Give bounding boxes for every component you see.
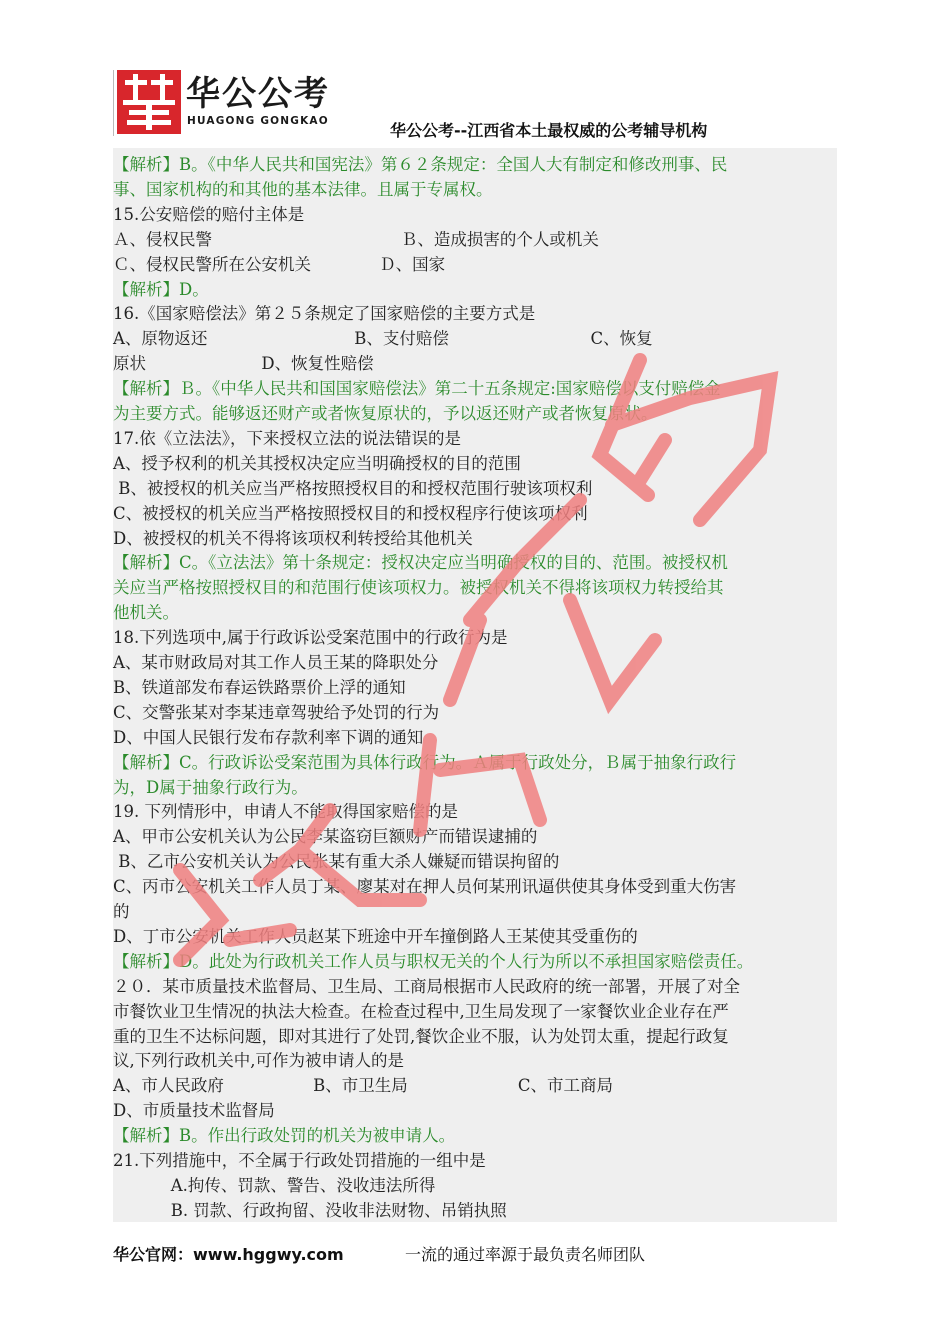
question-text-line: A、授予权利的机关其授权决定应当明确授权的目的范围	[113, 453, 521, 473]
question-text-line: B、乙市公安机关认为公民张某有重大杀人嫌疑而错误拘留的	[113, 852, 560, 872]
answer-explanation-line: 【解析】Ｂ。《中华人民共和国国家赔偿法》第二十五条规定:国家赔偿以支付赔偿金	[113, 379, 721, 399]
question-text-line: B、被授权的机关应当严格按照授权目的和授权范围行驶该项权利	[113, 478, 593, 498]
question-text-line: C、丙市公安机关工作人员丁某、廖某对在押人员何某刑讯逼供使其身体受到重大伤害	[113, 877, 737, 897]
question-text-line: A、市人民政府 B、市卫生局 C、市工商局	[113, 1076, 613, 1096]
question-text-line: B. 罚款、行政拘留、没收非法财物、吊销执照	[113, 1200, 507, 1220]
question-text-line: 17.依《立法法》，下来授权立法的说法错误的是	[113, 428, 461, 448]
answer-explanation-line: 【解析】C。《立法法》第十条规定：授权决定应当明确授权的目的、范围。被授权机	[113, 553, 728, 573]
answer-explanation-line: 为主要方式。能够返还财产或者恢复原状的，予以返还财产或者恢复原状。	[113, 404, 658, 423]
question-text-line: 15.公安赔偿的赔付主体是	[113, 204, 305, 224]
answer-explanation-line: 为，D属于抽象行政行为。	[113, 777, 308, 797]
footer-website: 华公官网：www.hggwy.com	[113, 1245, 344, 1264]
question-text-line: D、中国人民银行发布存款利率下调的通知	[113, 727, 424, 747]
question-text-line: A、某市财政局对其工作人员王某的降职处分	[113, 653, 439, 672]
answer-explanation-line: 事、国家机构的和其他的基本法律。且属于专属权。	[113, 179, 493, 199]
answer-explanation-line: 【解析】C。行政诉讼受案范围为具体行政行为。Ａ属于行政处分，Ｂ属于抽象行政行	[113, 752, 737, 772]
question-text-line: A.拘传、罚款、警告、没收违法所得	[113, 1175, 436, 1195]
question-text-line: D、被授权的机关不得将该项权利转授给其他机关	[113, 528, 473, 548]
document-body	[113, 148, 837, 1222]
footer-slogan: 一流的通过率源于最负责名师团队	[405, 1245, 646, 1264]
huagong-logo-icon	[117, 70, 181, 134]
header-divider	[113, 70, 114, 136]
question-text-line: 市餐饮业卫生情况的执法大检查。在检查过程中,卫生局发现了一家餐饮业企业存在严	[113, 1001, 729, 1021]
question-text-line: Ｃ、侵权民警所在公安机关 Ｄ、国家	[113, 254, 446, 274]
question-text-line: 21.下列措施中，不全属于行政处罚措施的一组中是	[113, 1151, 486, 1170]
logo-subtitle: HUAGONG GONGKAO	[187, 115, 329, 127]
question-text-line: A、原物返还 B、支付赔偿 C、恢复	[113, 329, 653, 349]
page-header	[0, 0, 950, 150]
question-text-line: Ａ、侵权民警 Ｂ、造成损害的个人或机关	[113, 229, 599, 249]
question-text-line: 原状 D、恢复性赔偿	[113, 354, 374, 374]
answer-explanation-line: 【解析】D。	[113, 279, 209, 299]
question-text-line: C、交警张某对李某违章驾驶给予处罚的行为	[113, 702, 440, 722]
question-text-line: 重的卫生不达标问题，即对其进行了处罚,餐饮企业不服，认为处罚太重，提起行政复	[113, 1026, 729, 1046]
answer-explanation-line: 关应当严格按照授权目的和范围行使该项权力。被授权机关不得将该项权力转授给其	[113, 578, 724, 598]
answer-explanation-line: 【解析】B。作出行政处罚的机关为被申请人。	[113, 1126, 456, 1146]
question-text-line: A、甲市公安机关认为公民李某盗窃巨额财产而错误逮捕的	[113, 827, 538, 847]
logo-title: 华公公考	[186, 74, 330, 114]
question-text-line: C、被授权的机关应当严格按照授权目的和授权程序行使该项权利	[113, 503, 588, 523]
question-text-line: 的	[113, 902, 130, 921]
header-tagline: 华公公考--江西省本土最权威的公考辅导机构	[390, 121, 708, 140]
question-text-line: 19. 下列情形中，申请人不能取得国家赔偿的是	[113, 802, 458, 822]
question-text-line: 16.《国家赔偿法》第２５条规定了国家赔偿的主要方式是	[113, 304, 536, 324]
question-text-line: D、丁市公安机关工作人员赵某下班途中开车撞倒路人王某使其受重伤的	[113, 926, 638, 946]
question-text-line: B、铁道部发布春运铁路票价上浮的通知	[113, 677, 406, 697]
question-text-line: ２０．某市质量技术监督局、卫生局、工商局根据市人民政府的统一部署，开展了对全	[113, 976, 740, 996]
answer-explanation-line: 他机关。	[113, 603, 179, 623]
answer-explanation-line: 【解析】B。《中华人民共和国宪法》第６２条规定：全国人大有制定和修改刑事、民	[113, 155, 728, 174]
question-text-line: 议,下列行政机关中,可作为被申请人的是	[113, 1051, 404, 1071]
answer-explanation-line: 【解析】D。此处为行政机关工作人员与职权无关的个人行为所以不承担国家赔偿责任。	[113, 951, 754, 971]
question-text-line: D、市质量技术监督局	[113, 1101, 275, 1121]
question-text-line: 18.下列选项中,属于行政诉讼受案范围中的行政行为是	[113, 628, 508, 648]
